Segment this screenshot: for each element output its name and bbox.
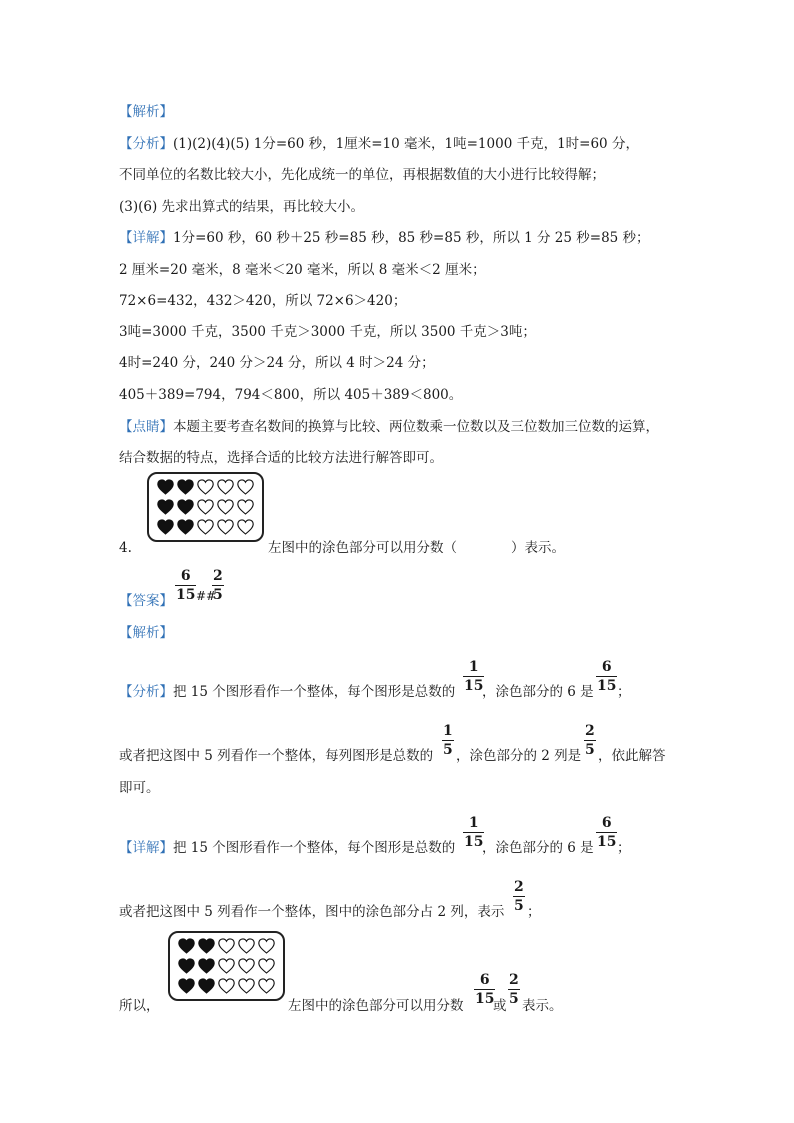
comment-line-2: 结合数据的特点，选择合适的比较方法进行解答即可。 xyxy=(119,450,443,466)
xiangjie-text-1: 把 15 个图形看作一个整体，每个图形是总数的 xyxy=(173,840,456,856)
section-label-jiexi-2: 【解析】 xyxy=(119,625,173,641)
heart-filled-icon xyxy=(157,479,174,496)
xiangjie-text-2: ，涂色部分的 6 是 xyxy=(482,840,594,856)
heart-outline-icon xyxy=(237,499,254,516)
label-fenxi: 【分析】 xyxy=(119,136,173,152)
frac-num: 2 xyxy=(213,568,223,584)
xiangjie-line-1 xyxy=(119,838,455,858)
heart-outline-icon xyxy=(238,978,255,995)
frac-num: 6 xyxy=(479,972,490,988)
heart-filled-icon xyxy=(177,479,194,496)
label-xiangjie-2: 【详解】 xyxy=(119,840,173,856)
heart-filled-icon xyxy=(178,958,195,975)
heart-row xyxy=(178,958,283,978)
conclusion-text: 左图中的涂色部分可以用分数 xyxy=(288,998,464,1014)
frac-den: 15 xyxy=(464,678,484,694)
heart-filled-icon xyxy=(198,938,215,955)
question-4-number: 4. xyxy=(119,540,132,556)
detail-text-1: 1分=60 秒，60 秒＋25 秒=85 秒，85 秒=85 秒，所以 1 分 25 秒=85 秒； xyxy=(173,230,650,246)
fenxi-line-1 xyxy=(119,682,455,702)
label-xiangjie: 【详解】 xyxy=(119,230,173,246)
fraction-6-15-b xyxy=(596,815,617,850)
fraction-2-5 xyxy=(584,723,596,758)
fraction-2-5-b xyxy=(513,879,525,914)
frac-num: 1 xyxy=(468,659,479,675)
frac-den: 15 xyxy=(464,834,484,850)
conclusion-prefix: 所以， xyxy=(119,998,160,1014)
fraction-2-5-c xyxy=(508,972,520,1007)
analysis-line-3: (3)(6) 先求出算式的结果，再比较大小。 xyxy=(119,199,365,215)
frac-num: 2 xyxy=(509,972,519,988)
fraction-6-15 xyxy=(596,659,617,694)
heart-outline-icon xyxy=(258,978,275,995)
fenxi-text-1: 把 15 个图形看作一个整体，每个图形是总数的 xyxy=(173,684,456,700)
comment-line-1 xyxy=(119,417,659,437)
conclusion-end: 表示。 xyxy=(522,998,563,1014)
analysis-text-1: (1)(2)(4)(5) 1分=60 秒，1厘米=10 毫米，1吨=1000 千克，1时=60 分， xyxy=(173,136,639,152)
heart-outline-icon xyxy=(258,938,275,955)
xiangjie-text-5: ； xyxy=(527,904,541,920)
heart-filled-icon xyxy=(178,978,195,995)
section-label-jiexi: 【解析】 xyxy=(119,104,173,120)
detail-line-2: 2 厘米=20 毫米，8 毫米＜20 毫米，所以 8 毫米＜2 厘米； xyxy=(119,262,486,278)
frac-den: 15 xyxy=(176,587,196,603)
frac-num: 1 xyxy=(443,723,453,739)
heart-outline-icon xyxy=(217,519,234,536)
heart-filled-icon xyxy=(157,499,174,516)
heart-outline-icon xyxy=(237,479,254,496)
label-dianjing: 【点睛】 xyxy=(119,419,173,435)
question-4-text: 左图中的涂色部分可以用分数（ ）表示。 xyxy=(268,540,565,556)
heart-row xyxy=(178,938,283,958)
detail-line-6: 405＋389=794，794＜800，所以 405＋389＜800。 xyxy=(119,387,463,403)
frac-den: 5 xyxy=(443,742,453,758)
comment-text-1: 本题主要考查名数间的换算与比较、两位数乘一位数以及三位数加三位数的运算， xyxy=(173,419,659,435)
heart-outline-icon xyxy=(258,958,275,975)
frac-num: 2 xyxy=(514,879,524,895)
fenxi-text-6: ，依此解答 xyxy=(598,748,666,764)
detail-line-5: 4时=240 分，240 分＞24 分，所以 4 时＞24 分； xyxy=(119,355,435,371)
frac-num: 2 xyxy=(585,723,595,739)
fraction-1-5 xyxy=(442,723,454,758)
frac-den: 15 xyxy=(475,991,495,1007)
frac-num: 6 xyxy=(180,568,191,584)
heart-filled-icon xyxy=(177,519,194,536)
label-daan: 【答案】 xyxy=(119,593,173,609)
analysis-line-2: 不同单位的名数比较大小，先化成统一的单位，再根据数值的大小进行比较得解； xyxy=(119,167,605,183)
frac-den: 5 xyxy=(585,742,595,758)
heart-outline-icon xyxy=(218,938,235,955)
frac-den: 15 xyxy=(597,678,617,694)
heart-row xyxy=(157,479,262,499)
hearts-figure-2 xyxy=(168,931,285,1001)
heart-outline-icon xyxy=(238,958,255,975)
heart-outline-icon xyxy=(197,519,214,536)
heart-row xyxy=(178,978,283,998)
answer-separator: ## xyxy=(196,589,217,603)
heart-outline-icon xyxy=(237,519,254,536)
heart-filled-icon xyxy=(198,958,215,975)
heart-row xyxy=(157,499,262,519)
frac-num: 6 xyxy=(601,659,612,675)
heart-filled-icon xyxy=(177,499,194,516)
heart-outline-icon xyxy=(238,938,255,955)
label-fenxi-2: 【分析】 xyxy=(119,684,173,700)
heart-outline-icon xyxy=(197,479,214,496)
frac-den: 5 xyxy=(509,991,519,1007)
frac-num: 1 xyxy=(468,815,479,831)
analysis-line-1 xyxy=(119,134,639,154)
heart-outline-icon xyxy=(218,978,235,995)
fenxi-text-2: ，涂色部分的 6 是 xyxy=(482,684,594,700)
frac-den: 15 xyxy=(597,834,617,850)
heart-outline-icon xyxy=(217,479,234,496)
heart-row xyxy=(157,519,262,539)
heart-filled-icon xyxy=(198,978,215,995)
frac-num: 6 xyxy=(601,815,612,831)
fenxi-line-3: 即可。 xyxy=(119,780,160,796)
fenxi-text-5: ，涂色部分的 2 列是 xyxy=(456,748,582,764)
hearts-figure xyxy=(147,472,264,542)
detail-line-4: 3吨=3000 千克，3500 千克＞3000 千克，所以 3500 千克＞3吨； xyxy=(119,324,536,340)
conclusion-or: 或 xyxy=(493,998,507,1014)
xiangjie-text-3: ； xyxy=(617,840,631,856)
heart-outline-icon xyxy=(218,958,235,975)
answer-label xyxy=(119,591,173,611)
heart-outline-icon xyxy=(197,499,214,516)
xiangjie-line-2: 或者把这图中 5 列看作一个整体，图中的涂色部分占 2 列，表示 xyxy=(119,904,505,920)
frac-den: 5 xyxy=(514,898,524,914)
fenxi-line-2: 或者把这图中 5 列看作一个整体，每列图形是总数的 xyxy=(119,748,434,764)
answer-fraction-2-5 xyxy=(212,568,224,603)
heart-filled-icon xyxy=(157,519,174,536)
heart-outline-icon xyxy=(217,499,234,516)
detail-line-3: 72×6=432，432＞420，所以 72×6＞420； xyxy=(119,293,407,309)
frac-den: 5 xyxy=(213,587,223,603)
fenxi-text-3: ； xyxy=(617,684,631,700)
answer-fraction-6-15 xyxy=(175,568,196,603)
heart-filled-icon xyxy=(178,938,195,955)
detail-line-1 xyxy=(119,228,650,248)
